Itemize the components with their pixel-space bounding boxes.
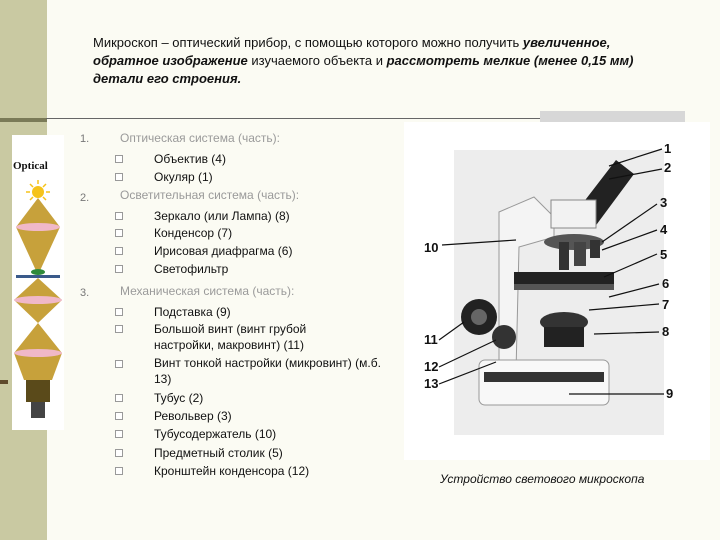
section-number: 1.: [80, 133, 90, 145]
list-item: Кронштейн конденсора (12): [154, 464, 310, 478]
list-item: Тубусодержатель (10): [154, 427, 277, 441]
header-text-1: Микроскоп – оптический прибор, с помощью которого можно получить: [93, 35, 523, 50]
list-item: Большой винт (винт грубой настройки, макровинт) (11): [154, 322, 307, 352]
callout-label: 9: [666, 386, 674, 401]
list-item: Объектив (4): [154, 152, 226, 166]
callout-label: 8: [662, 324, 670, 339]
callout-label: 13: [424, 376, 439, 391]
callout-label: 3: [660, 195, 668, 210]
bullet-icon: [115, 394, 123, 402]
header-text-2: изучаемого объекта и: [247, 53, 387, 68]
list-item: Винт тонкой настройки (микровинт) (м.б. 13): [154, 356, 381, 386]
callout-label: 6: [662, 276, 670, 291]
list-item: Конденсор (7): [154, 226, 233, 240]
callout-label: 11: [424, 332, 438, 347]
section-title: Механическая система (часть):: [120, 284, 295, 298]
microscope-figure: [404, 122, 710, 460]
list-item: Зеркало (или Лампа) (8): [154, 209, 290, 223]
callout-label: 7: [662, 297, 670, 312]
microscope-svg: [404, 122, 710, 460]
section-title: Оптическая система (часть):: [120, 131, 280, 145]
section-title: Осветительная система (часть):: [120, 188, 300, 202]
optical-label: Optical: [13, 160, 48, 172]
figure-caption: Устройство светового микроскопа: [440, 472, 645, 486]
bullet-icon: [115, 360, 123, 368]
callout-label: 4: [660, 222, 668, 237]
callout-label: 2: [664, 160, 672, 175]
bullet-icon: [115, 412, 123, 420]
bullet-icon: [115, 308, 123, 316]
header-bold-2: рассмотреть мелкие (менее 0,15 мм) детали его строения.: [93, 53, 634, 86]
bullet-icon: [115, 229, 123, 237]
bullet-icon: [115, 325, 123, 333]
bullet-icon: [115, 265, 123, 273]
bullet-icon: [115, 449, 123, 457]
bullet-icon: [115, 173, 123, 181]
bullet-icon: [115, 467, 123, 475]
callout-label: 12: [424, 359, 439, 374]
list-item: Предметный столик (5): [154, 446, 283, 460]
list-item: Револьвер (3): [154, 409, 232, 423]
list-item: Подставка (9): [154, 305, 231, 319]
section-number: 2.: [80, 192, 90, 204]
bullet-icon: [115, 247, 123, 255]
bullet-icon: [115, 430, 123, 438]
callout-label: 10: [424, 240, 439, 255]
list-item: Окуляр (1): [154, 170, 213, 184]
list-item: Светофильтр: [154, 262, 229, 276]
bullet-icon: [115, 155, 123, 163]
section-number: 3.: [80, 287, 90, 299]
header-bold-1: увеличенное, обратное изображение: [93, 35, 611, 68]
list-item: Тубус (2): [154, 391, 204, 405]
list-item: Ирисовая диафрагма (6): [154, 244, 293, 258]
callout-label: 1: [664, 141, 672, 156]
bullet-icon: [115, 212, 123, 220]
callout-label: 5: [660, 247, 668, 262]
